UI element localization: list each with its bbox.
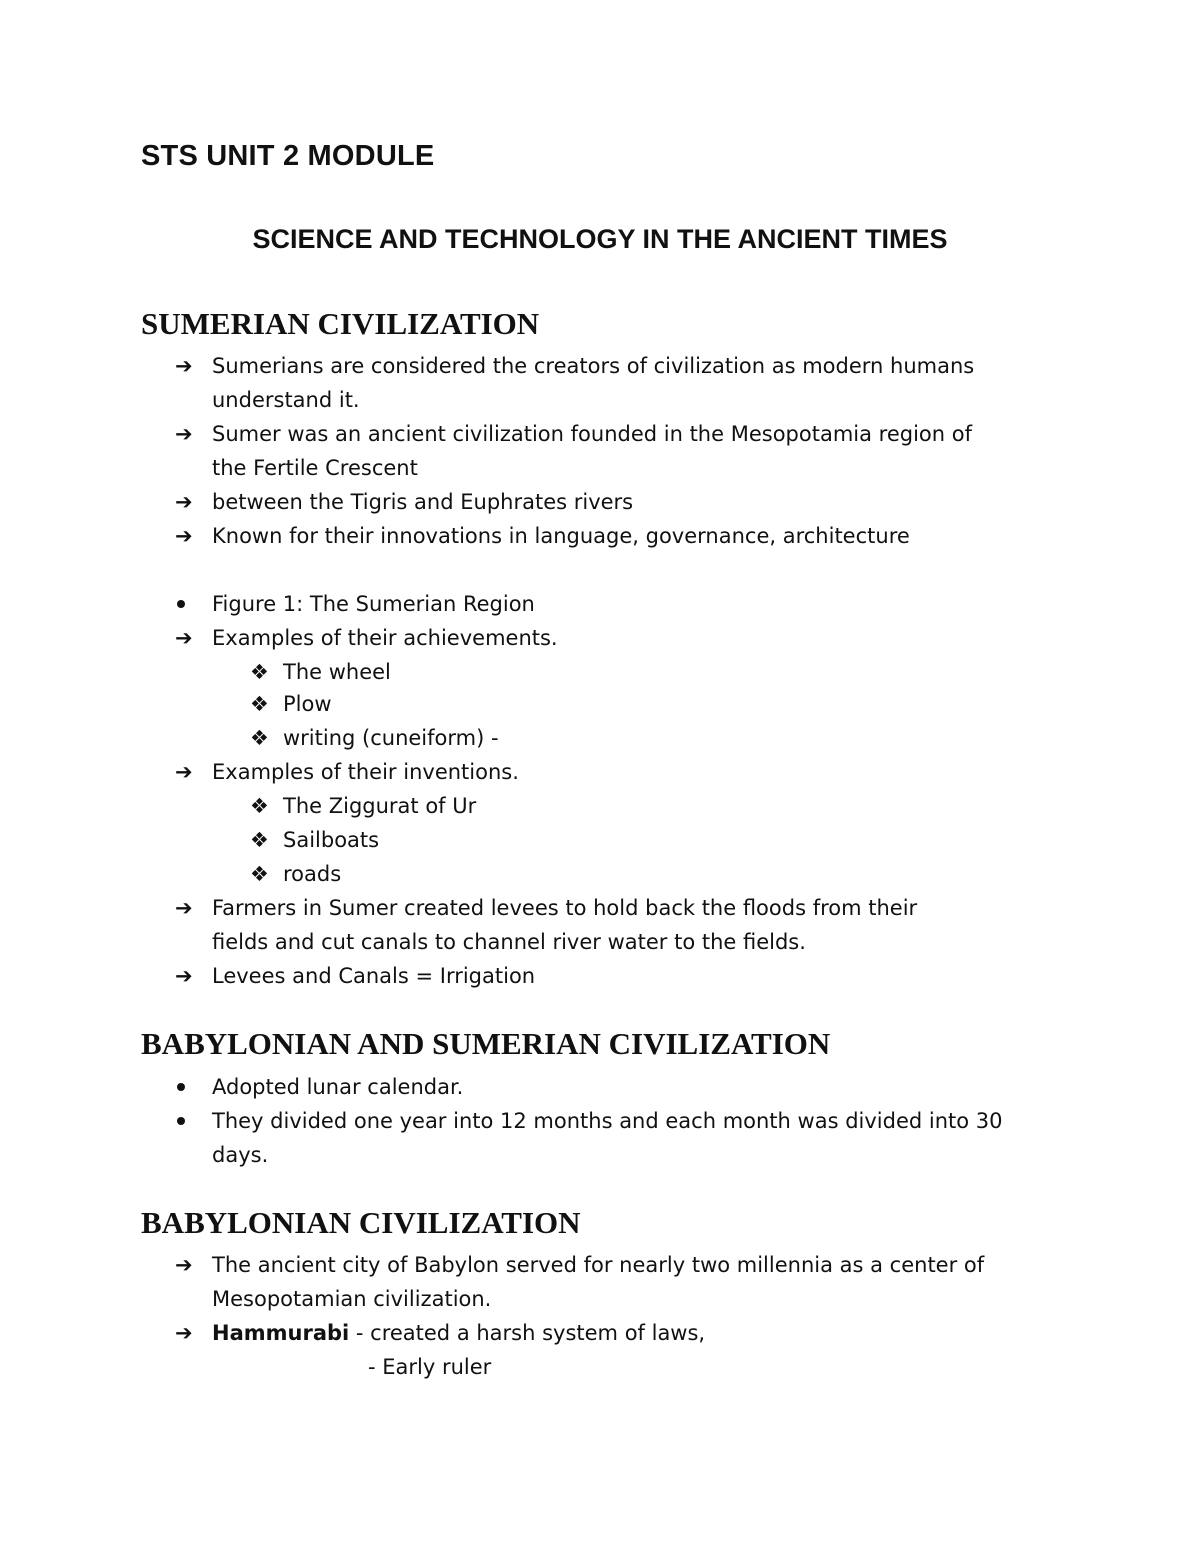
bullet-dot [177, 600, 185, 608]
list-item: Sumer was an ancient civilization founded in the Mesopotamia region of [212, 422, 972, 446]
section-heading-babylonian: BABYLONIAN CIVILIZATION [141, 1205, 581, 1240]
diamond-marker: ❖ [250, 660, 269, 684]
achievements-label: Examples of their achievements. [212, 626, 558, 650]
arrow-marker: ➔ [175, 896, 193, 920]
invention-item: Sailboats [283, 828, 380, 852]
bullet-dot [177, 1083, 185, 1091]
arrow-marker: ➔ [175, 422, 193, 446]
bullet-dot [177, 1117, 185, 1125]
inventions-label: Examples of their inventions. [212, 760, 519, 784]
invention-item: The Ziggurat of Ur [283, 794, 477, 818]
section-heading-sumerian: SUMERIAN CIVILIZATION [141, 306, 540, 341]
list-item-continuation: fields and cut canals to channel river water to the fields. [212, 930, 806, 954]
hammurabi-note: - Early ruler [368, 1355, 492, 1379]
arrow-marker: ➔ [175, 1321, 193, 1345]
list-item: Adopted lunar calendar. [212, 1075, 464, 1099]
list-item: between the Tigris and Euphrates rivers [212, 490, 634, 514]
figure-caption: Figure 1: The Sumerian Region [212, 592, 535, 616]
diamond-marker: ❖ [250, 692, 269, 716]
list-item: Farmers in Sumer created levees to hold back the floods from their [212, 896, 918, 920]
section-heading-babylonian-sumerian: BABYLONIAN AND SUMERIAN CIVILIZATION [141, 1026, 831, 1061]
arrow-marker: ➔ [175, 524, 193, 548]
list-item-continuation: days. [212, 1143, 269, 1167]
list-item-continuation: the Fertile Crescent [212, 456, 418, 480]
document-subtitle: SCIENCE AND TECHNOLOGY IN THE ANCIENT TIMES [252, 224, 948, 254]
hammurabi-description: - created a harsh system of laws, [349, 1321, 706, 1345]
arrow-marker: ➔ [175, 964, 193, 988]
achievement-item: writing (cuneiform) - [283, 726, 499, 750]
list-item: The ancient city of Babylon served for nearly two millennia as a center of [212, 1253, 985, 1277]
list-item: They divided one year into 12 months and each month was divided into 30 [212, 1109, 1003, 1133]
diamond-marker: ❖ [250, 862, 269, 886]
list-item: Known for their innovations in language, governance, architecture [212, 524, 910, 548]
hammurabi-name: Hammurabi [212, 1321, 350, 1345]
invention-item: roads [283, 862, 342, 886]
diamond-marker: ❖ [250, 726, 269, 750]
arrow-marker: ➔ [175, 760, 193, 784]
achievement-item: The wheel [283, 660, 391, 684]
list-item-hammurabi [212, 1320, 705, 1346]
diamond-marker: ❖ [250, 794, 269, 818]
achievement-item: Plow [283, 692, 332, 716]
arrow-marker: ➔ [175, 1253, 193, 1277]
list-item: Sumerians are considered the creators of civilization as modern humans [212, 354, 975, 378]
arrow-marker: ➔ [175, 626, 193, 650]
list-item: Levees and Canals = Irrigation [212, 964, 536, 988]
list-item-continuation: understand it. [212, 388, 360, 412]
arrow-marker: ➔ [175, 354, 193, 378]
list-item-continuation: Mesopotamian civilization. [212, 1287, 492, 1311]
arrow-marker: ➔ [175, 490, 193, 514]
diamond-marker: ❖ [250, 828, 269, 852]
document-title: STS UNIT 2 MODULE [141, 140, 435, 172]
